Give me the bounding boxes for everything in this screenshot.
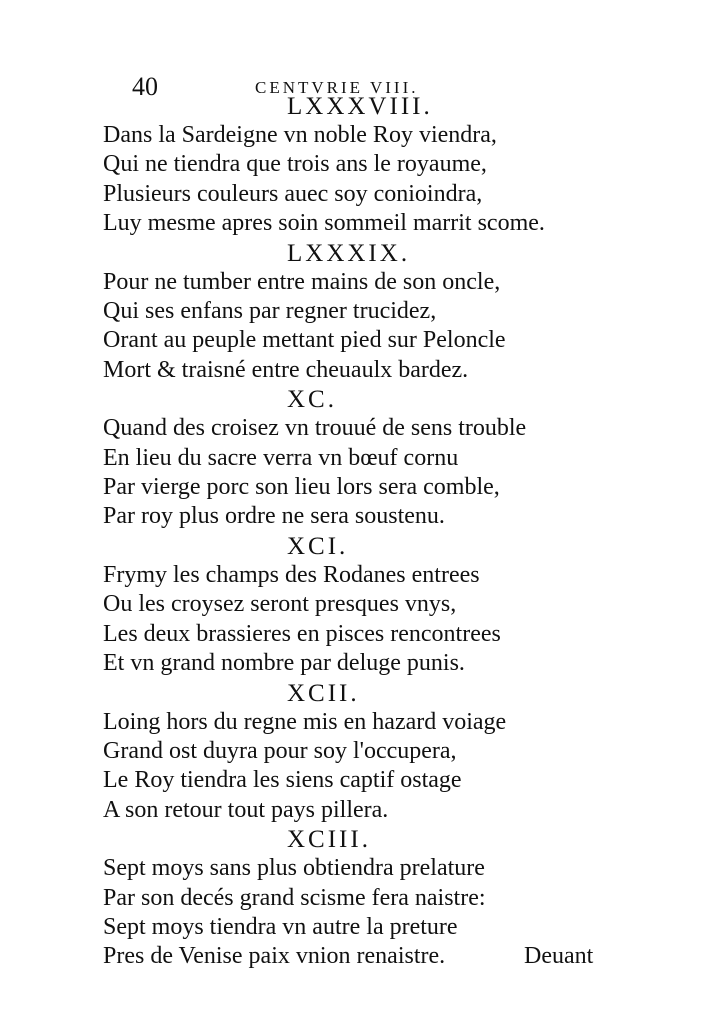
verse-line: Pres de Venise paix vnion renaistre. [103,943,446,970]
verse-line: Et vn grand nombre par deluge punis. [103,650,465,677]
running-title: CENTVRIE VIII. [255,78,419,97]
quatrain-numeral: XC. [287,386,337,414]
quatrain-91 [103,532,623,679]
verse-line: Sept moys sans plus obtiendra prelature [103,855,485,882]
verse-line: Les deux brassieres en pisces rencontrees [103,620,501,647]
quatrain-92 [103,679,623,826]
quatrain-list [103,92,623,972]
verse-line: Mort & traisné entre cheuaulx bardez. [103,356,469,383]
verse-line: Le Roy tiendra les siens captif ostage [103,767,462,794]
verse-line: Frymy les champs des Rodanes entrees [103,561,480,588]
quatrain-numeral: LXXXVIII. [287,93,433,120]
quatrain-numeral: XCIII. [287,826,371,854]
quatrain-89 [103,239,623,386]
catchword: Deuant [524,943,594,969]
verse-line: Loing hors du regne mis en hazard voiage [103,708,507,735]
verse-line: Orant au peuple mettant pied sur Peloncle [103,327,506,354]
verse-line: A son retour tout pays pillera. [103,796,389,823]
verse-line: Plusieurs couleurs auec soy conioindra, [103,180,483,207]
verse-line: Qui ses enfans par regner trucidez, [103,298,437,325]
quatrain-numeral: XCII. [287,679,360,707]
verse-line: Grand ost duyra pour soy l'occupera, [103,737,457,764]
verse-line: Ou les croysez seront presques vnys, [103,591,457,618]
verse-line: Sept moys tiendra vn autre la preture [103,913,458,940]
quatrain-numeral: XCI. [287,532,349,560]
page-number: 40 [132,72,158,101]
verse-line: Par son decés grand scisme fera naistre: [103,884,486,911]
verse-line: Quand des croisez vn trouué de sens trouble [103,415,527,442]
verse-line: Par roy plus ordre ne sera soustenu. [103,503,445,530]
verse-line: Pour ne tumber entre mains de son oncle, [103,268,501,295]
quatrain-90 [103,385,623,532]
verse-line: Dans la Sardeigne vn noble Roy viendra, [103,122,497,148]
quatrain-88 [103,92,623,239]
verse-line: Luy mesme apres soin sommeil marrit scome. [103,210,545,237]
verse-line: Qui ne tiendra que trois ans le royaume, [103,151,487,178]
quatrain-numeral: LXXXIX. [287,239,411,267]
verse-line: Par vierge porc son lieu lors sera comble, [103,474,500,501]
verse-line: En lieu du sacre verra vn bœuf cornu [103,444,459,471]
